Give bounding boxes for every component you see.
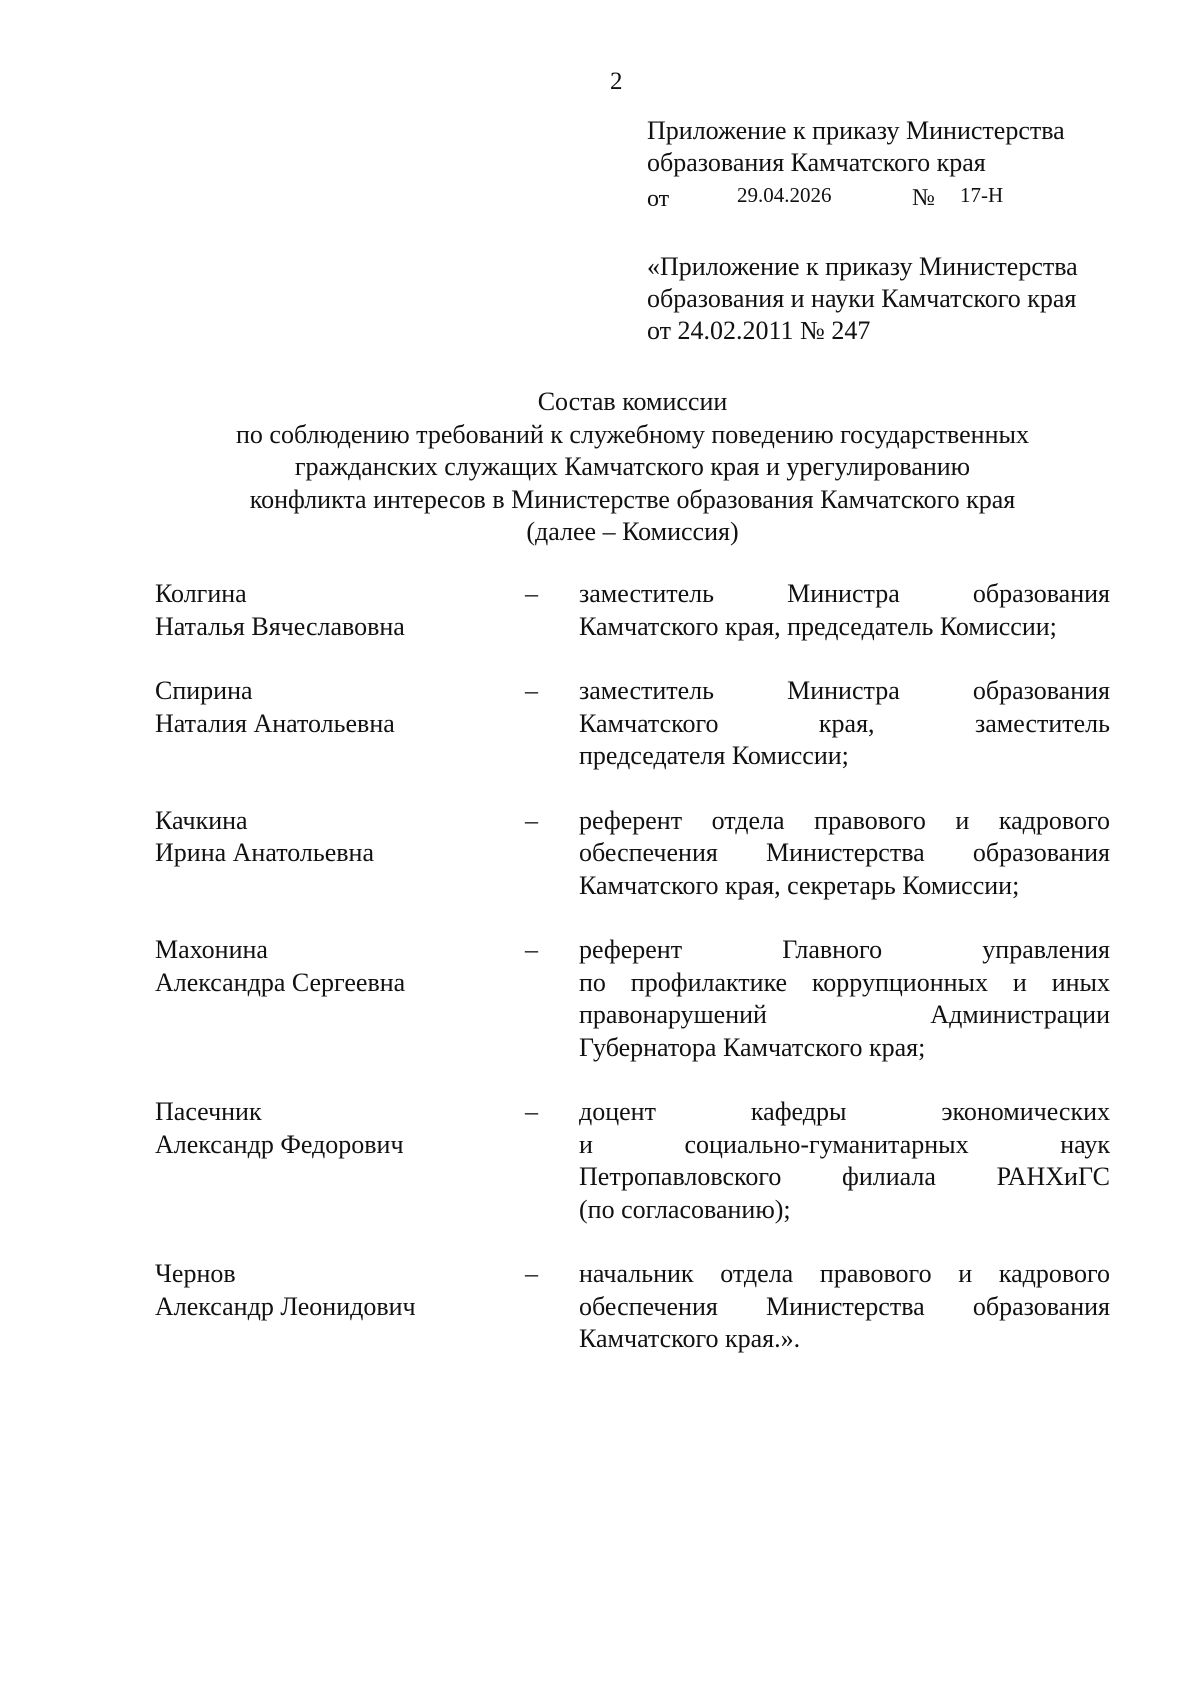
member-given-names: Александра Сергеевна xyxy=(155,967,406,997)
document-title xyxy=(0,386,1200,549)
role-line: правонарушений Администрации xyxy=(579,1000,1110,1029)
appendix-line: образования Камчатского края xyxy=(647,148,986,177)
role-line: референт Главного управления xyxy=(579,935,1110,964)
member-given-names: Александр Леонидович xyxy=(155,1291,416,1321)
member-role xyxy=(579,1258,1110,1356)
member-surname: Махонина xyxy=(155,935,268,964)
member-name xyxy=(155,578,515,643)
order-date-line xyxy=(647,179,1065,211)
role-line: заместитель Министра образования xyxy=(579,676,1110,705)
appendix-current xyxy=(647,115,1065,211)
title-line: Состав комиссии xyxy=(537,387,728,416)
role-line: (по согласованию); xyxy=(579,1194,791,1224)
member-name xyxy=(155,805,515,870)
member-surname: Чернов xyxy=(155,1259,236,1288)
member-given-names: Александр Федорович xyxy=(155,1129,404,1159)
appendix-line: от 24.02.2011 № 247 xyxy=(647,316,871,345)
role-line: доцент кафедры экономических xyxy=(579,1097,1110,1126)
member-entry: Махонина Александра Сергеевна – референт Главного управления по профилактике коррупционных и иных правонарушений Администрации Губернатора Камчатского края; xyxy=(155,934,1110,1064)
member-name xyxy=(155,934,515,999)
appendix-original xyxy=(647,251,1078,347)
title-line: по соблюдению требований к служебному поведению государственных xyxy=(236,419,1029,449)
member-role xyxy=(579,805,1110,903)
member-role xyxy=(579,934,1110,1064)
member-entry: Пасечник Александр Федорович – доцент кафедры экономических и социально-гуманитарных наук Петропавловского филиала РАНХиГС (по согласованию); xyxy=(155,1096,1110,1226)
member-given-names: Ирина Анатольевна xyxy=(155,838,374,867)
member-surname: Качкина xyxy=(155,805,248,835)
appendix-line: образования и науки Камчатского края xyxy=(647,284,1077,313)
member-role xyxy=(579,578,1110,643)
member-given-names: Наталья Вячеславовна xyxy=(155,611,405,641)
member-role xyxy=(579,1096,1110,1226)
member-name xyxy=(155,1258,515,1323)
title-line: конфликта интересов в Министерстве образования Камчатского края xyxy=(249,484,1016,514)
member-entry: Чернов Александр Леонидович – начальник отдела правового и кадрового обеспечения Министерства образования Камчатского края.». xyxy=(155,1258,1110,1356)
role-line: Камчатского края, заместитель xyxy=(579,708,1110,738)
member-surname: Колгина xyxy=(155,579,247,608)
member-name xyxy=(155,1096,515,1161)
member-surname: Спирина xyxy=(155,676,253,705)
role-line: начальник отдела правового и кадрового xyxy=(579,1259,1110,1288)
member-role xyxy=(579,675,1110,773)
role-line: Камчатского края.». xyxy=(579,1324,801,1353)
number-sign: № xyxy=(912,185,935,211)
role-line: по профилактике коррупционных и иных xyxy=(579,967,1110,997)
role-line: Петропавловского филиала РАНХиГС xyxy=(579,1162,1110,1191)
member-entry: Качкина Ирина Анатольевна – референт отдела правового и кадрового обеспечения Министерства образования Камчатского края, секретарь Комиссии; xyxy=(155,805,1110,903)
role-line: Губернатора Камчатского края; xyxy=(579,1032,926,1062)
member-name xyxy=(155,675,515,740)
role-line: Камчатского края, председатель Комиссии; xyxy=(579,611,1057,641)
role-line: председателя Комиссии; xyxy=(579,741,849,770)
commission-members-list xyxy=(155,578,1110,1388)
order-date: 29.04.2026 xyxy=(737,183,832,207)
title-line: (далее – Комиссия) xyxy=(526,517,739,546)
role-line: и социально-гуманитарных наук xyxy=(579,1129,1110,1159)
member-given-names: Наталия Анатольевна xyxy=(155,708,395,738)
role-line: референт отдела правового и кадрового xyxy=(579,805,1110,835)
role-line: обеспечения Министерства образования xyxy=(579,1291,1110,1321)
appendix-line: Приложение к приказу Министерства xyxy=(647,116,1065,145)
role-line: обеспечения Министерства образования xyxy=(579,838,1110,867)
page-number: 2 xyxy=(610,68,623,95)
role-line: заместитель Министра образования xyxy=(579,579,1110,608)
order-number: 17-Н xyxy=(960,183,1004,207)
date-prefix: от xyxy=(647,186,670,212)
member-surname: Пасечник xyxy=(155,1097,262,1126)
role-line: Камчатского края, секретарь Комиссии; xyxy=(579,870,1020,900)
member-entry: Колгина Наталья Вячеславовна – заместитель Министра образования Камчатского края, председатель Комиссии; xyxy=(155,578,1110,643)
appendix-line: «Приложение к приказу Министерства xyxy=(647,252,1078,281)
title-line: гражданских служащих Камчатского края и урегулированию xyxy=(294,452,971,481)
member-entry: Спирина Наталия Анатольевна – заместитель Министра образования Камчатского края, заместитель председателя Комиссии; xyxy=(155,675,1110,773)
